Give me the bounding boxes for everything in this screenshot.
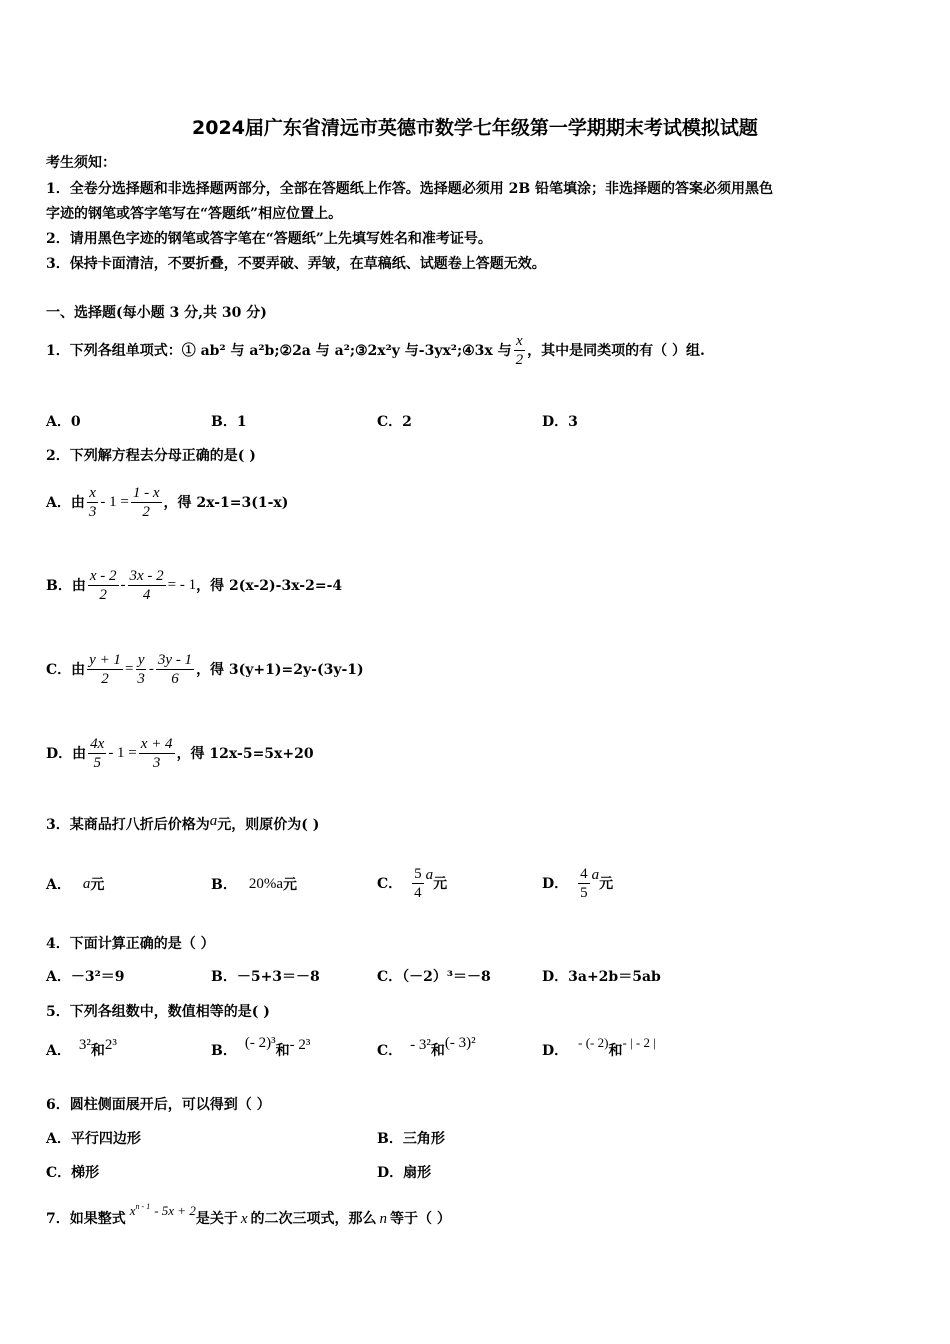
question-1-stem xyxy=(46,328,705,372)
q2-d-n1: 4x xyxy=(90,735,105,752)
q5-b-e1: (- 2)³ xyxy=(244,1035,276,1051)
q2-b-mid: - xyxy=(120,576,126,593)
q2-b-n2: 3x - 2 xyxy=(129,567,164,584)
q7-stem-b: 是关于 xyxy=(195,1211,238,1227)
q2-a-d2: 2 xyxy=(142,503,150,520)
q7-var-n: n xyxy=(379,1211,387,1227)
q2-option-a[interactable] xyxy=(46,480,288,524)
q6-option-d[interactable]: D．扇形 xyxy=(377,1165,432,1181)
q1-stem-a: 1．下列各组单项式：① ab² 与 a²b;②2a 与 a²;③2x²y 与-3yx²;④3x 与 xyxy=(46,343,512,359)
q6-option-b[interactable]: B．三角形 xyxy=(377,1131,445,1147)
q2-d-n2: x + 4 xyxy=(140,735,173,752)
q2-c-d3: 6 xyxy=(171,670,179,687)
q5-d-and: 和 xyxy=(608,1043,623,1059)
q1-option-c[interactable]: C．2 xyxy=(377,414,412,430)
q2-a-d1: 3 xyxy=(88,503,97,520)
q4-option-a[interactable]: A．－3²＝9 xyxy=(46,969,125,985)
notice-line-2: 2．请用黑色字迹的钢笔或答字笔在“答题纸”上先填写姓名和准考证号。 xyxy=(46,231,492,247)
q5-a-and: 和 xyxy=(90,1043,105,1059)
q4-option-d[interactable]: D．3a+2b＝5ab xyxy=(542,969,661,985)
q6-option-a[interactable]: A．平行四边形 xyxy=(46,1131,141,1147)
q3-option-d[interactable] xyxy=(542,850,613,916)
q4-option-b[interactable]: B．－5+3＝－8 xyxy=(211,969,320,985)
q2-b-n1: x - 2 xyxy=(89,567,117,584)
q5-d-label: D． xyxy=(542,1043,569,1059)
q5-a-label: A． xyxy=(46,1043,71,1059)
q6-option-c[interactable]: C．梯形 xyxy=(46,1165,100,1181)
q2-b-tail: = - 1 xyxy=(167,576,197,593)
q2-b-result: ，得 2(x-2)-3x-2=-4 xyxy=(196,578,343,594)
q2-b-frac2 xyxy=(128,567,166,604)
q5-c-label: C． xyxy=(377,1043,403,1059)
q5-option-c[interactable] xyxy=(377,1035,476,1060)
q3-c-label: C． xyxy=(377,876,403,892)
q3-d-unit: 元 xyxy=(599,876,614,892)
q2-c-d2: 3 xyxy=(137,670,145,687)
q2-d-d1: 5 xyxy=(93,754,101,771)
q2-option-b[interactable] xyxy=(46,563,342,607)
q2-a-n1: x xyxy=(89,484,96,501)
q2-option-c[interactable] xyxy=(46,647,364,691)
notice-line-1b: 字迹的钢笔或答字笔写在“答题纸”相应位置上。 xyxy=(46,206,343,222)
page-title: 2024届广东省清远市英德市数学七年级第一学期期末考试模拟试题 xyxy=(192,117,758,139)
q3-option-a[interactable] xyxy=(46,862,104,906)
q5-option-b[interactable] xyxy=(211,1035,311,1060)
q2-d-d2: 3 xyxy=(152,754,161,771)
notice-line-1a: 1．全卷分选择题和非选择题两部分，全部在答题纸上作答。选择题必须用 2B 铅笔填涂；非选择题的答案必须用黑色 xyxy=(46,181,774,197)
q2-c-d1: 2 xyxy=(101,670,109,687)
q1-option-a[interactable]: A．0 xyxy=(46,414,81,430)
question-2-stem: 2．下列解方程去分母正确的是( ) xyxy=(46,448,256,464)
notice-line-3: 3．保持卡面清洁，不要折叠，不要弄破、弄皱，在草稿纸、试题卷上答题无效。 xyxy=(46,256,546,272)
q2-c-frac1 xyxy=(87,651,123,688)
q2-d-label: D．由 xyxy=(46,746,87,762)
q3-d-var: a xyxy=(591,866,600,883)
q1-option-b[interactable]: B．1 xyxy=(211,414,247,430)
q5-d-e1: - (- 2) xyxy=(578,1035,609,1050)
q3-a-label: A． xyxy=(46,877,71,893)
q3-c-den: 4 xyxy=(414,884,422,901)
q2-a-n2: 1 - x xyxy=(132,484,160,501)
question-4-stem: 4．下面计算正确的是（ ） xyxy=(46,936,215,952)
q5-a-e1: 3² xyxy=(78,1037,91,1053)
q2-b-frac1 xyxy=(88,567,119,604)
q4-option-c[interactable]: C．（－2）³＝－8 xyxy=(377,969,491,985)
q5-option-a[interactable] xyxy=(46,1037,117,1060)
q5-a-e2: 2³ xyxy=(104,1037,117,1053)
q5-c-e1: - 3² xyxy=(410,1037,431,1053)
q5-d-e2: - | - 2 | xyxy=(622,1035,656,1050)
q2-b-d2: 4 xyxy=(142,586,151,603)
q3-d-den: 5 xyxy=(580,884,588,901)
q5-b-and: 和 xyxy=(275,1043,290,1059)
q3-c-unit: 元 xyxy=(433,876,448,892)
q3-c-var: a xyxy=(425,866,434,883)
q2-d-result: ，得 12x-5=5x+20 xyxy=(176,746,314,762)
q1-frac-num: x xyxy=(516,332,523,349)
q3-c-frac xyxy=(412,865,424,902)
q3-option-c[interactable] xyxy=(377,850,447,916)
q2-c-mid2: - xyxy=(148,660,154,677)
q2-c-frac3 xyxy=(156,651,194,688)
section-heading: 一、选择题(每小题 3 分,共 30 分) xyxy=(46,305,267,321)
q2-a-mid: - 1 = xyxy=(100,493,129,510)
q5-c-and: 和 xyxy=(430,1043,445,1059)
q3-stem-b: 元，则原价为( ) xyxy=(217,817,320,833)
q7-stem-c: 的二次三项式，那么 xyxy=(250,1211,377,1227)
q5-b-label: B． xyxy=(211,1043,237,1059)
q2-d-frac2 xyxy=(139,735,175,772)
q2-option-d[interactable] xyxy=(46,731,314,775)
q2-c-frac2 xyxy=(135,651,147,688)
q3-d-num: 4 xyxy=(580,865,588,882)
question-5-stem: 5．下列各组数中，数值相等的是( ) xyxy=(46,1004,270,1020)
q7-stem-a: 7．如果整式 xyxy=(46,1211,126,1227)
q2-b-label: B．由 xyxy=(46,578,86,594)
q3-a-unit: 元 xyxy=(90,877,105,893)
question-6-stem: 6．圆柱侧面展开后，可以得到（ ） xyxy=(46,1097,271,1113)
q3-option-b[interactable] xyxy=(211,862,297,906)
q1-frac-den: 2 xyxy=(515,351,524,368)
q3-a-val: a xyxy=(82,875,91,892)
q2-a-label: A．由 xyxy=(46,495,85,511)
q2-c-label: C．由 xyxy=(46,662,86,678)
q2-a-frac1 xyxy=(87,484,99,521)
q3-var: a xyxy=(209,813,218,829)
q2-a-result: ，得 2x-1=3(1-x) xyxy=(163,495,289,511)
q5-c-e2: (- 3)² xyxy=(444,1035,476,1051)
q3-b-val: 20%a xyxy=(248,875,283,892)
q3-d-frac xyxy=(578,865,590,902)
q2-c-n3: 3y - 1 xyxy=(157,651,193,668)
q7-exp: n - 1 xyxy=(135,1202,151,1211)
q2-c-result: ，得 3(y+1)=2y-(3y-1) xyxy=(196,662,364,678)
q3-stem-a: 3．某商品打八折后价格为 xyxy=(46,817,210,833)
notice-heading: 考生须知： xyxy=(46,155,116,171)
q7-stem-d: 等于（ ） xyxy=(390,1211,451,1227)
q1-stem-b: ，其中是同类项的有（ ）组. xyxy=(527,343,705,359)
q1-option-d[interactable]: D．3 xyxy=(542,414,578,430)
q5-b-e2: - 2³ xyxy=(289,1037,311,1053)
q2-c-mid: = xyxy=(124,660,134,677)
question-3-stem xyxy=(46,814,319,834)
q7-var-x: x xyxy=(240,1211,248,1227)
q7-expr: x xyxy=(129,1203,136,1218)
q5-option-d[interactable] xyxy=(542,1035,656,1060)
question-7-stem xyxy=(46,1202,451,1228)
q2-c-n1: y + 1 xyxy=(89,651,121,668)
q2-a-frac2 xyxy=(131,484,162,521)
q2-c-n2: y xyxy=(137,651,145,668)
q2-d-mid: - 1 = xyxy=(108,744,137,761)
q1-fraction xyxy=(514,332,526,369)
q3-c-num: 5 xyxy=(414,865,422,882)
q7-expr-b: - 5x + 2 xyxy=(154,1203,196,1218)
q2-b-d1: 2 xyxy=(99,586,107,603)
q3-d-label: D． xyxy=(542,876,569,892)
q2-d-frac1 xyxy=(88,735,106,772)
q3-b-unit: 元 xyxy=(283,877,297,893)
q3-b-label: B． xyxy=(211,877,237,893)
